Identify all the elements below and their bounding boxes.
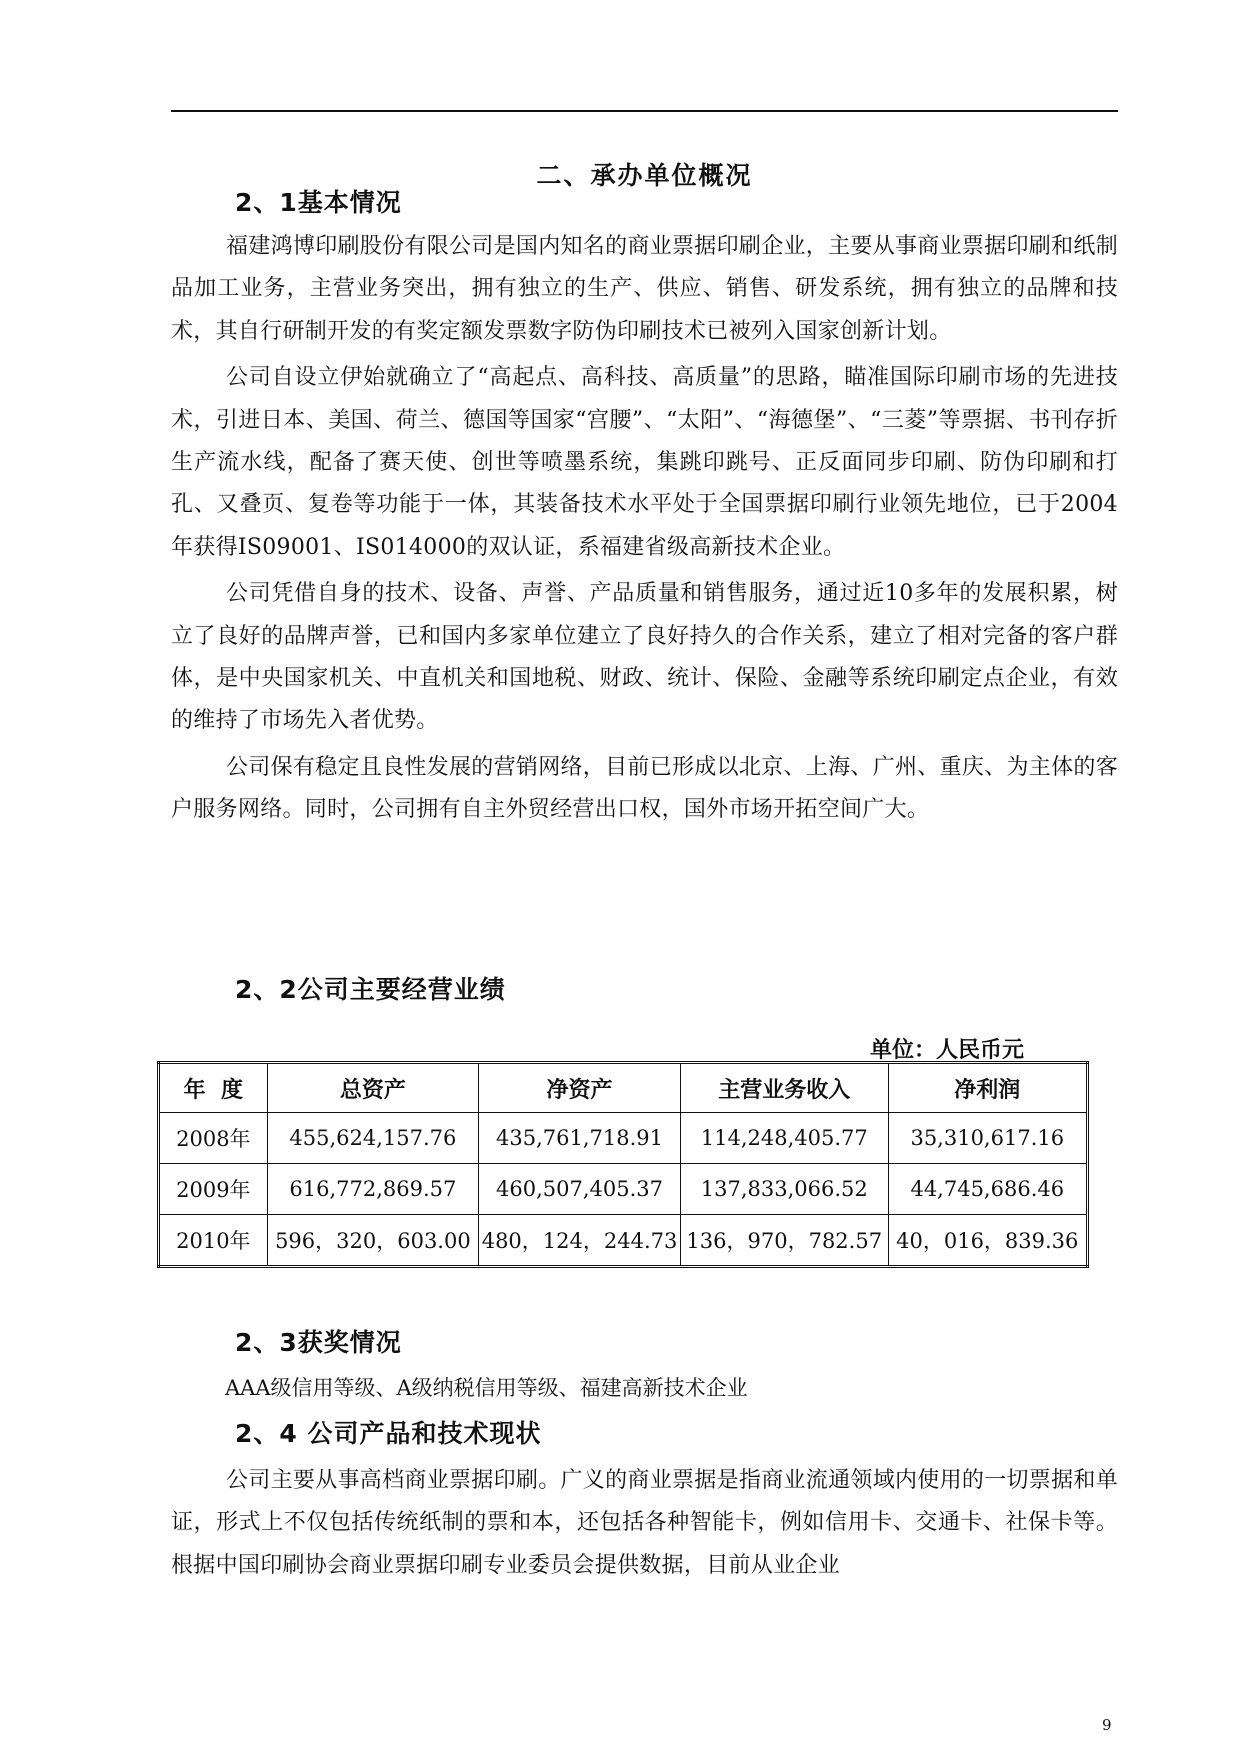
table-cell: 2009年 [159,1164,268,1215]
products-body [171,1460,1118,1591]
chapter-title: 二、承办单位概况 [536,161,753,190]
table-cell: 137,833,066.52 [680,1164,888,1215]
basic-info-body [171,226,1118,836]
section-heading-basic: 2、1基本情况 [235,188,402,217]
table-row [159,1164,1088,1215]
header-rule [171,110,1118,112]
paragraph: 公司主要从事高档商业票据印刷。广义的商业票据是指商业流通领域内使用的一切票据和单证，形式上不仅包括传统纸制的票和本，还包括各种智能卡，例如信用卡、交通卡、社保卡等。根据中国印刷协会商业票据印刷专业委员会提供数据，目前从业企业 [171,1468,1119,1578]
table-cell: 136，970，782.57 [680,1215,888,1267]
paragraph: 公司凭借自身的技术、设备、声誉、产品质量和销售服务，通过近10多年的发展积累，树立了良好的品牌声誉，已和国内多家单位建立了良好持久的合作关系，建立了相对完备的客户群体，是中央国家机关、中直机关和国地税、财政、统计、保险、金融等系统印刷定点企业，有效的维持了市场先入者优势。 [171,581,1118,734]
performance-table [157,1061,1089,1268]
table-cell: 40，016，839.36 [888,1215,1087,1267]
table-row [159,1215,1088,1267]
column-header-net-assets: 净资产 [479,1063,681,1113]
section-heading-products: 2、4 公司产品和技术现状 [235,1419,542,1448]
table-cell: 435,761,718.91 [479,1113,681,1164]
column-header-main-revenue: 主营业务收入 [680,1063,888,1113]
unit-label: 单位：人民币元 [870,1038,1025,1063]
table-row [159,1113,1088,1164]
table-cell: 2010年 [159,1215,268,1267]
table-header-row [159,1063,1088,1113]
table-cell: 480，124，244.73 [479,1215,681,1267]
page-number: 9 [1102,1716,1112,1734]
table-cell: 2008年 [159,1113,268,1164]
table-cell: 44,745,686.46 [888,1164,1087,1215]
paragraph: 公司自设立伊始就确立了“高起点、高科技、高质量”的思路，瞄准国际印刷市场的先进技术，引进日本、美国、荷兰、德国等国家“宫腰”、“太阳”、“海德堡”、“三菱”等票据、书刊存折生产流水线，配备了赛天使、创世等喷墨系统，集跳印跳号、正反面同步印刷、防伪印刷和打孔、又叠页、复卷等功能于一体，其装备技术水平处于全国票据印刷行业领先地位，已于2004年获得IS09001、IS014000的双认证，系福建省级高新技术企业。 [171,365,1118,560]
table-cell: 596，320，603.00 [267,1215,478,1267]
column-header-year: 年 度 [159,1063,268,1113]
column-header-total-assets: 总资产 [267,1063,478,1113]
table-cell: 114,248,405.77 [680,1113,888,1164]
section-heading-performance: 2、2公司主要经营业绩 [235,975,506,1004]
paragraph: 公司保有稳定且良性发展的营销网络，目前已形成以北京、上海、广州、重庆、为主体的客户服务网络。同时，公司拥有自主外贸经营出口权，国外市场开拓空间广大。 [171,754,1119,823]
table-cell: 455,624,157.76 [267,1113,478,1164]
awards-text: AAA级信用等级、A级纳税信用等级、福建高新技术企业 [225,1376,748,1400]
section-heading-awards: 2、3获奖情况 [235,1328,402,1357]
paragraph: 福建鸿博印刷股份有限公司是国内知名的商业票据印刷企业，主要从事商业票据印刷和纸制品加工业务，主营业务突出，拥有独立的生产、供应、销售、研发系统，拥有独立的品牌和技术，其自行研制开发的有奖定额发票数字防伪印刷技术已被列入国家创新计划。 [171,234,1119,344]
table-cell: 460,507,405.37 [479,1164,681,1215]
column-header-net-profit: 净利润 [888,1063,1087,1113]
table-cell: 35,310,617.16 [888,1113,1087,1164]
table-cell: 616,772,869.57 [267,1164,478,1215]
